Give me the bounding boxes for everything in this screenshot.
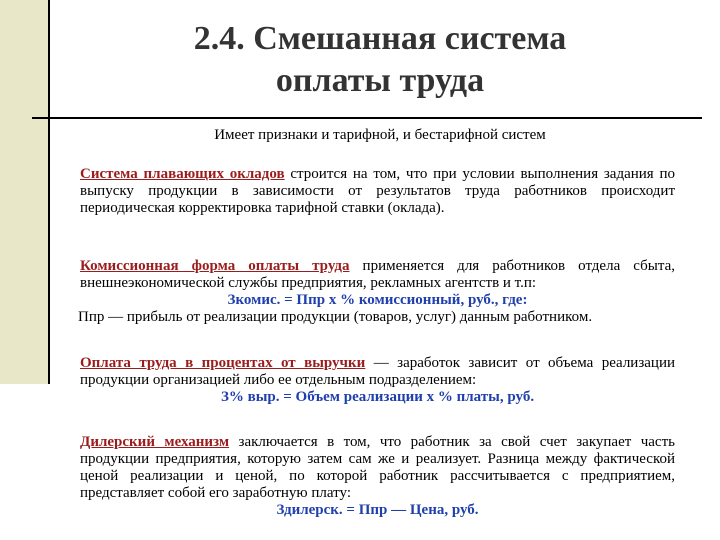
note-commission: Ппр — прибыль от реализации продукции (товаров, услуг) данным работником.: [78, 309, 593, 325]
title-rule: [32, 117, 702, 119]
formula-commission: Зкомис. = Ппр х % комиссионный, руб., где:: [227, 292, 528, 308]
paragraph-revenue-percent: [80, 355, 675, 406]
term-floating-salary: Система плавающих окладов: [80, 166, 285, 182]
text-floating-salary: строится на том, что при условии выполнения задания по выпуску продукции в зависимости от результатов труда работников происходит периодическая корректировка тарифной ставки (оклада).: [80, 166, 675, 216]
slide-title: [80, 18, 680, 102]
term-commission: Комиссионная форма оплаты труда: [80, 258, 350, 274]
paragraph-floating-salary: [80, 166, 675, 217]
slide-subtitle: Имеет признаки и тарифной, и бестарифной систем: [214, 127, 546, 143]
slide-sidebar-band: [0, 0, 48, 384]
text-commission: применяется для работников отдела сбыта, внешнеэкономической службы предприятия, рекламных агентств и т.п:: [80, 258, 676, 291]
text-dealer: заключается в том, что работник за свой счет закупает часть продукции предприятия, которую затем сам же и реализует. Разница между фактической ценой реализации и ценой, по которой работник рассчитывается с предприятием, представляет собой его заработную плату:: [80, 434, 675, 501]
paragraph-dealer: [80, 434, 675, 519]
title-line-1: 2.4. Смешанная система: [193, 20, 567, 57]
sidebar-divider: [48, 0, 50, 384]
term-revenue-percent: Оплата труда в процентах от выручки: [80, 355, 366, 371]
formula-dealer: Здилерск. = Ппр — Цена, руб.: [276, 502, 479, 518]
formula-revenue-percent: З% выр. = Объем реализации х % платы, руб.: [220, 389, 535, 405]
title-line-2: оплаты труда: [275, 62, 485, 99]
term-dealer: Дилерский механизм: [80, 434, 230, 450]
text-revenue-percent: — заработок зависит от объема реализации продукции организацией либо ее отдельным подразделением:: [80, 355, 675, 388]
paragraph-commission: [80, 258, 675, 326]
